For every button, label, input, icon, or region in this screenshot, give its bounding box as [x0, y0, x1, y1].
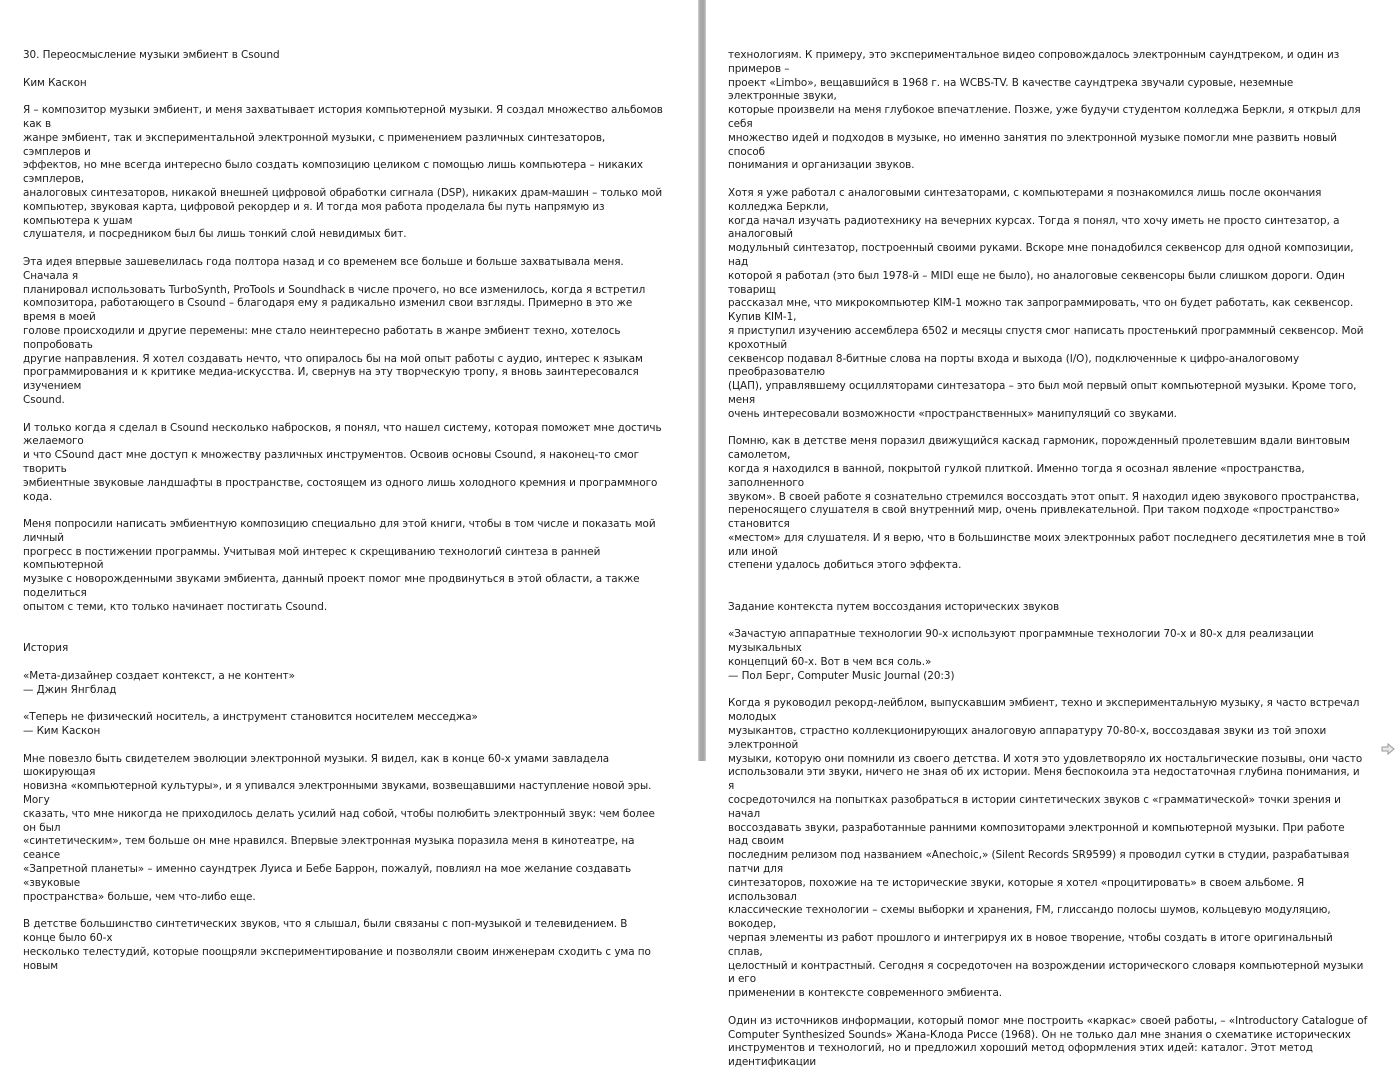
chapter-title: 30. Переосмысление музыки эмбиент в Csound [23, 49, 280, 61]
paragraph: Один из источников информации, который помог мне построить «каркас» своей работы, – «Introductory Catalogue of Computer Synthesized Sounds» Жана-Клода Риссе (1968). Он не только дал мне знания о схематике исторических инструментов и технологий, но и предложил хороший метод оформления этих идей: каталог. Этот метод идентификации [728, 1014, 1368, 1069]
epigraph-quote: «Теперь не физический носитель, а инструмент становится носителем месседжа» — Ким Каскон [23, 711, 478, 738]
paragraph: Помню, как в детстве меня поразил движущийся каскад гармоник, порожденный пролетевшим вдали винтовым самолетом, когда я находился в ванной, покрытой гулкой плиткой. Именно тогда я осознал явление «пространства, заполненного звуком». В своей работе я сознательно стремился воссоздать этот опыт. Я находил идею звукового пространства, переносящего слушателя в свой внутренний мир, очень привлекательной. При таком подходе «пространство» становится «местом» для слушателя. И я верю, что в большинстве моих электронных работ последнего десятилетия мне в той или иной степени удалось добиться этого эффекта. [728, 435, 1366, 572]
paragraph: Хотя я уже работал с аналоговыми синтезаторами, с компьютерами я познакомился лишь после окончания колледжа Беркли, когда начал изучать радиотехнику на вечерних курсах. Тогда я понял, что хочу иметь не просто синтезатор, а аналоговый модульный синтезатор, построенный своими руками. Вскоре мне понадобился секвенсор для одной композиции, над которой я работал (это был 1978-й – MIDI еще не было), но аналоговые секвенсоры были слишком дороги. Один товарищ рассказал мне, что микрокомпьютер KIM-1 можно так запрограммировать, что он будет работать, как секвенсор. Купив KIM-1, я приступил изучению ассемблера 6502 и месяцы спустя смог написать простенький программный секвенсор. Мой крохотный секвенсор подавал 8-битные слова на порты входа и выхода (I/O), подключенные к цифро-аналоговому преобразователю (ЦАП), управлявшему осцилляторами синтезатора – это был мой первый опыт компьютерной музыки. Кроме того, меня очень интересовали возможности «пространственных» манипуляций со звуками. [728, 186, 1364, 420]
paragraph: И только когда я сделал в Csound несколько набросков, я понял, что нашел систему, которая поможет мне достичь желаемого и что CSound даст мне доступ к множеству различных инструментов. Освоив основы Csound, я наконец-то смог творить эмбиентные звуковые ландшафты в пространстве, состоящем из одного лишь холодного кремния и программного кода. [23, 421, 662, 503]
right-page-content [728, 49, 1368, 1084]
paragraph: Меня попросили написать эмбиентную композицию специально для этой книги, чтобы в том числе и показать мой личный прогресс в постижении программы. Учитывая мой интерес к скрещиванию технологий синтеза в ранней компьютерной музыке с новорожденными звуками эмбиента, данный проект помог мне продвинуться в этой области, а также поделиться опытом с теми, кто только начинает постигать Csound. [23, 518, 656, 613]
left-page-content [23, 49, 663, 987]
arrow-right-icon[interactable] [1381, 743, 1395, 755]
page-divider [698, 0, 706, 761]
epigraph-quote: «Мета-дизайнер создает контекст, а не контент» — Джин Янгблад [23, 669, 295, 696]
right-page [706, 0, 1400, 1069]
section-heading-history: История [23, 642, 69, 655]
paragraph: технологиям. К примеру, это экспериментальное видео сопровождалось электронным саундтреком, и один из примеров – проект «Limbo», вещавшийся в 1968 г. на WCBS-TV. В качестве саундтрека звучали суровые, неземные электронные звуки, которые произвели на меня глубокое впечатление. Позже, уже будучи студентом колледжа Беркли, я открыл для себя множество идей и подходов в музыке, но именно занятия по электронной музыке помогли мне развить новый способ понимания и организации звуков. [728, 49, 1361, 172]
epigraph-quote: «Зачастую аппаратные технологии 90-х используют программные технологии 70-х и 80-х для реализации музыкальных концепций 60-х. Вот в чем вся соль.» — Пол Берг, Computer Music Journal (20:3) [728, 628, 1314, 682]
paragraph: Эта идея впервые зашевелилась года полтора назад и со временем все больше и больше захватывала меня. Сначала я планировал использовать TurboSynth, ProTools и Soundhack в числе прочего, но все изменилось, когда я встретил композитора, работающего в Csound – благодаря ему я радикально изменил свои взгляды. Примерно в это же время в моей голове происходили и другие перемены: мне стало неинтересно работать в жанре эмбиент техно, хотелось попробовать другие направления. Я хотел создавать нечто, что опиралось бы на мой опыт работы с аудио, интерес к языкам программирования и к критике медиа-искусства. И, свернув на эту творческую тропу, я вновь заинтересовался изучением Csound. [23, 255, 646, 406]
paragraph: В детстве большинство синтетических звуков, что я слышал, были связаны с поп-музыкой и телевидением. В конце было 60-х несколько телестудий, которые поощряли экспериментирование и позволяли своим инженерам сходить с ума по новым [23, 918, 651, 972]
paragraph: Я – композитор музыки эмбиент, и меня захватывает история компьютерной музыки. Я создал множество альбомов как в жанре эмбиент, так и экспериментальной электронной музыки, с применением различных синтезаторов, сэмплеров и эффектов, но мне всегда интересно было создать композицию целиком с помощью лишь компьютера – никаких сэмплеров, аналоговых синтезаторов, никакой внешней цифровой обработки сигнала (DSP), никаких драм-машин – только мой компьютер, звуковая карта, цифровой рекордер и я. И тогда моя работа проделала бы путь напрямую из компьютера к ушам слушателя, и посредником был бы лишь тонкий слой невидимых бит. [23, 104, 663, 241]
left-page [0, 0, 698, 972]
author-name: Ким Каскон [23, 76, 87, 89]
paragraph: Когда я руководил рекорд-лейблом, выпускавшим эмбиент, техно и экспериментальную музыку, я часто встречал молодых музыкантов, страстно коллекционирующих аналоговую аппаратуру 70-80-х, воссоздавая звуки из той эпохи электронной музыки, которую они помнили из своего детства. И хотя это удовлетворяло их ностальгические позывы, они часто использовали эти звуки, ничего не зная об их истории. Меня беспокоила эта недостаточная глубина понимания, и я сосредоточился на попытках разобраться в истории синтетических звуков с «грамматической» точки зрения и начал воссоздавать звуки, разработанные ранними композиторами электронной и компьютерной музыки. При работе над своим последним релизом под названием «Anechoic,» (Silent Records SR9599) я проводил сутки в студии, разрабатывая патчи для синтезаторов, похожие на те исторические звуки, которые я хотел «процитировать» в своем альбоме. Я использовал классические технологии – схемы выборки и хранения, FM, глиссандо полосы шумов, кольцевую модуляцию, вокодер, черпая элементы из работ прошлого и интегрируя их в новое творение, чтобы создать в итоге оригинальный сплав, целостный и контрастный. Сегодня я сосредоточен на возрождении исторического словаря компьютерной музыки и его применении в контексте современного эмбиента. [728, 697, 1364, 1000]
paragraph: Мне повезло быть свидетелем эволюции электронной музыки. Я видел, как в конце 60-х умами завладела шокирующая новизна «компьютерной культуры», и я упивался электронными звуками, возвещавшими наступление новой эры. Могу сказать, что мне никогда не приходилось делать усилий над собой, чтобы полюбить электронный звук: чем более он был «синтетическим», тем больше он мне нравился. Впервые электронная музыка поразила меня в кинотеатре, на сеансе «Запретной планеты» – именно саундтрек Луиса и Бебе Баррон, пожалуй, повлиял на мое желание создавать «звуковые пространства» больше, чем что-либо еще. [23, 752, 655, 903]
section-heading-context: Задание контекста путем воссоздания исторических звуков [728, 600, 1060, 613]
